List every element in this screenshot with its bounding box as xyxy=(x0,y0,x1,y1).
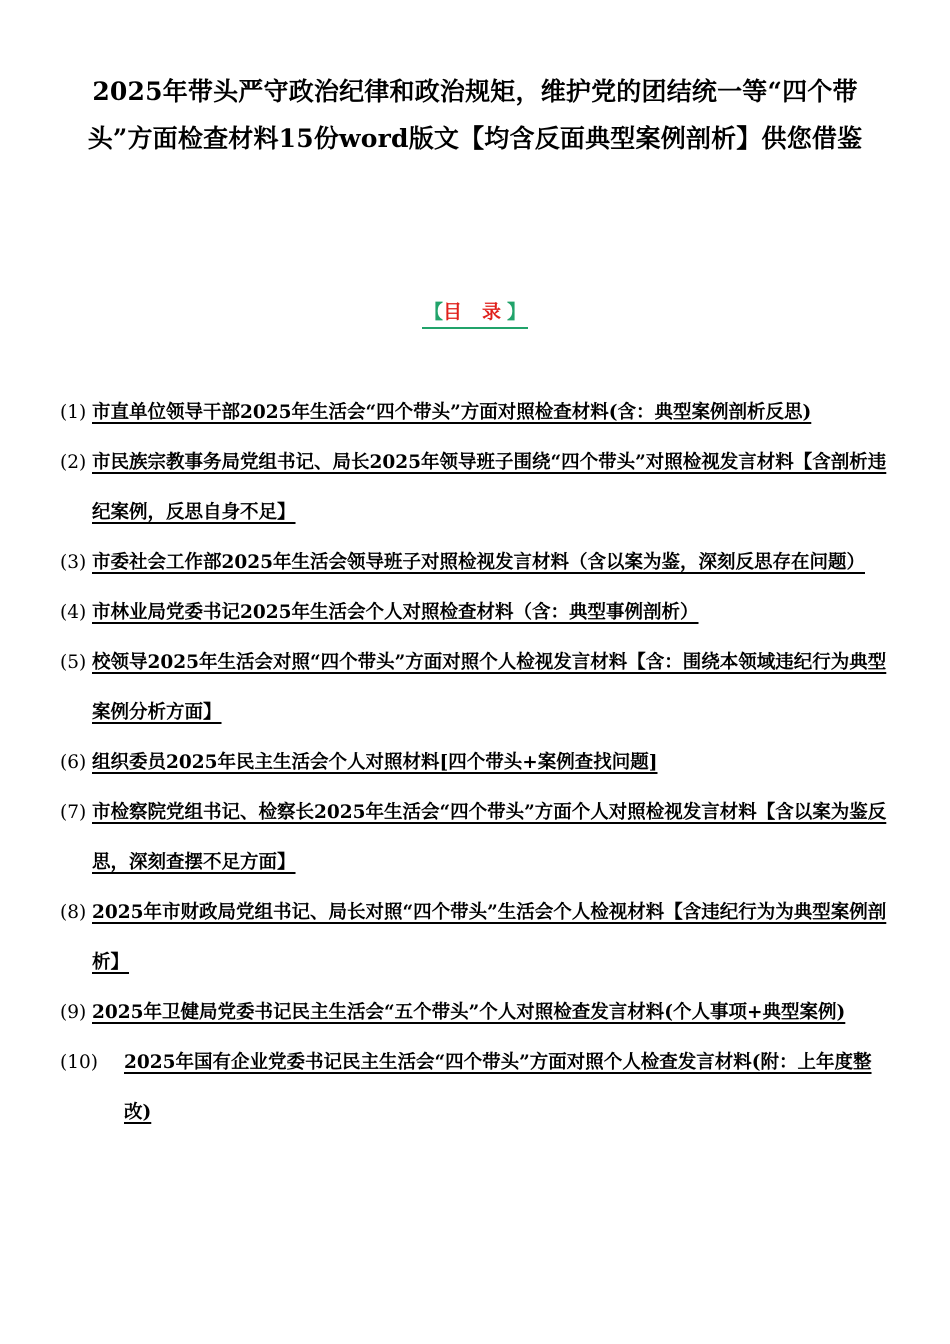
toc-heading-underline xyxy=(422,297,528,329)
toc-word-1: 目 xyxy=(442,301,468,323)
toc-item-number: (4) xyxy=(60,602,87,623)
toc-item-number: (7) xyxy=(60,802,87,823)
toc-item-number: (8) xyxy=(60,902,87,923)
toc-item xyxy=(60,388,890,438)
toc-item xyxy=(60,888,890,988)
toc-item-number: (5) xyxy=(60,652,87,673)
toc-item-link[interactable]: 2025年国有企业党委书记民主生活会“四个带头”方面对照个人检查发言材料(附：上年度整改) xyxy=(124,1052,872,1123)
toc-item xyxy=(60,538,890,588)
toc-item-number: (9) xyxy=(60,1002,87,1023)
toc-heading xyxy=(0,297,950,329)
toc-item-number: (10) xyxy=(60,1052,98,1073)
toc-item-number: (3) xyxy=(60,552,87,573)
toc-item xyxy=(60,638,890,738)
toc-item xyxy=(60,588,890,638)
toc-item xyxy=(60,1038,890,1138)
toc-item-link[interactable]: 2025年卫健局党委书记民主生活会“五个带头”个人对照检查发言材料(个人事项+典型案例) xyxy=(92,1002,846,1023)
toc-item xyxy=(60,738,890,788)
toc-item xyxy=(60,438,890,538)
toc-item xyxy=(60,788,890,888)
toc-item-link[interactable]: 2025年市财政局党组书记、局长对照“四个带头”生活会个人检视材料【含违纪行为为典型案例剖析】 xyxy=(92,902,887,973)
toc-item-number: (2) xyxy=(60,452,87,473)
toc-item-number: (1) xyxy=(60,402,87,423)
toc-item-link[interactable]: 市民族宗教事务局党组书记、局长2025年领导班子围绕“四个带头”对照检视发言材料【含剖析违纪案例，反思自身不足】 xyxy=(92,452,887,523)
toc-close-bracket: 】 xyxy=(507,301,527,323)
toc-word-2: 录 xyxy=(482,301,508,323)
toc-open-bracket: 【 xyxy=(423,301,443,323)
toc-item-link[interactable]: 校领导2025年生活会对照“四个带头”方面对照个人检视发言材料【含：围绕本领域违纪行为典型案例分析方面】 xyxy=(92,652,887,723)
toc-item-link[interactable]: 市检察院党组书记、检察长2025年生活会“四个带头”方面个人对照检视发言材料【含以案为鉴反思，深刻查摆不足方面】 xyxy=(92,802,887,873)
toc-item-link[interactable]: 组织委员2025年民主生活会个人对照材料[四个带头+案例查找问题] xyxy=(92,752,658,773)
toc-item-link[interactable]: 市委社会工作部2025年生活会领导班子对照检视发言材料（含以案为鉴，深刻反思存在问题） xyxy=(92,552,865,573)
toc-item xyxy=(60,988,890,1038)
toc-list xyxy=(60,388,890,1138)
toc-item-number: (6) xyxy=(60,752,87,773)
document-title: 2025年带头严守政治纪律和政治规矩，维护党的团结统一等“四个带头”方面检查材料15份word版文【均含反面典型案例剖析】供您借鉴 xyxy=(87,77,863,153)
toc-item-link[interactable]: 市直单位领导干部2025年生活会“四个带头”方面对照检查材料(含：典型案例剖析反思) xyxy=(92,402,812,423)
toc-item-link[interactable]: 市林业局党委书记2025年生活会个人对照检查材料（含：典型事例剖析） xyxy=(92,602,699,623)
